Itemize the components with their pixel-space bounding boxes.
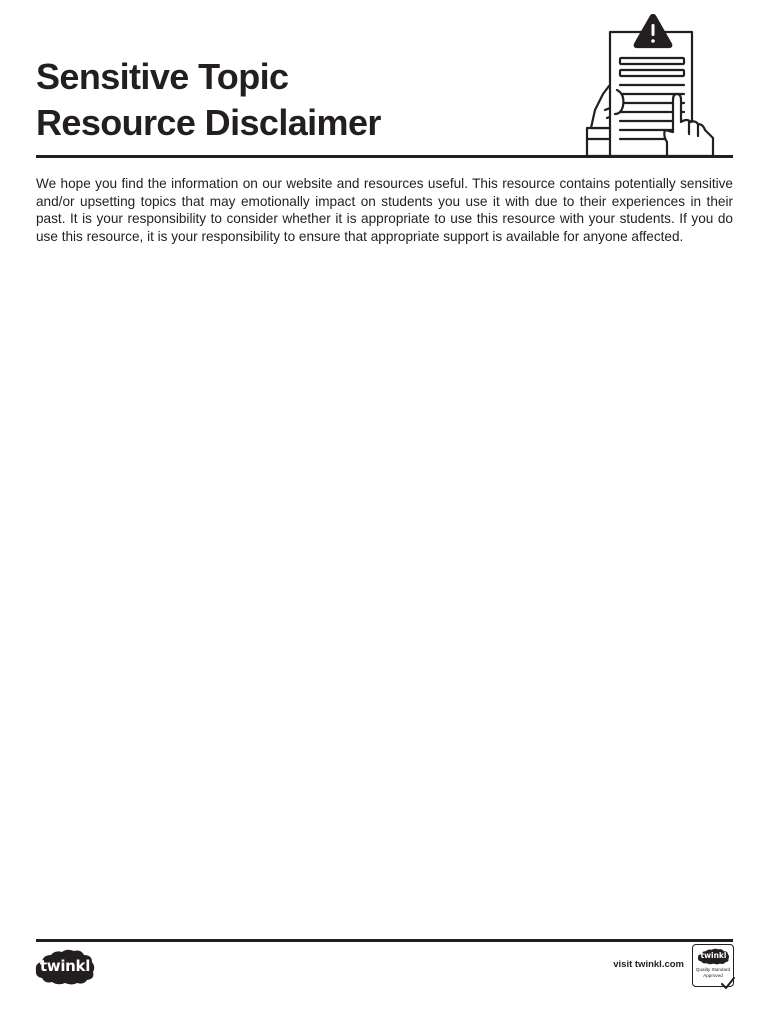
badge-logo bbox=[697, 948, 730, 965]
quality-standard-badge bbox=[692, 944, 734, 987]
logo-text: twinkl bbox=[39, 957, 91, 975]
clipboard-warning-icon bbox=[585, 14, 715, 157]
twinkl-logo[interactable] bbox=[34, 948, 96, 986]
badge-line-1: Quality Standard bbox=[695, 967, 731, 972]
badge-line-2: Approved bbox=[703, 973, 723, 978]
title-line-2: Resource Disclaimer bbox=[36, 102, 381, 143]
header-divider bbox=[36, 155, 733, 158]
page-title bbox=[36, 54, 381, 146]
footer-divider bbox=[36, 939, 733, 942]
page-header bbox=[36, 0, 733, 158]
disclaimer-text: We hope you find the information on our website and resources useful. This resource contains potentially sensitive and/or upsetting topics that may emotionally impact on students you use it with due to their experiences in their past. It is your responsibility to consider whether it is appropriate to use this resource with your students. If you do use this resource, it is your responsibility to ensure that appropriate support is available for anyone affected. bbox=[36, 176, 733, 244]
checkmark-icon bbox=[721, 977, 735, 989]
visit-link[interactable]: visit twinkl.com bbox=[613, 959, 684, 970]
badge-logo-text: twinkl bbox=[700, 951, 727, 960]
title-line-1: Sensitive Topic bbox=[36, 56, 289, 97]
